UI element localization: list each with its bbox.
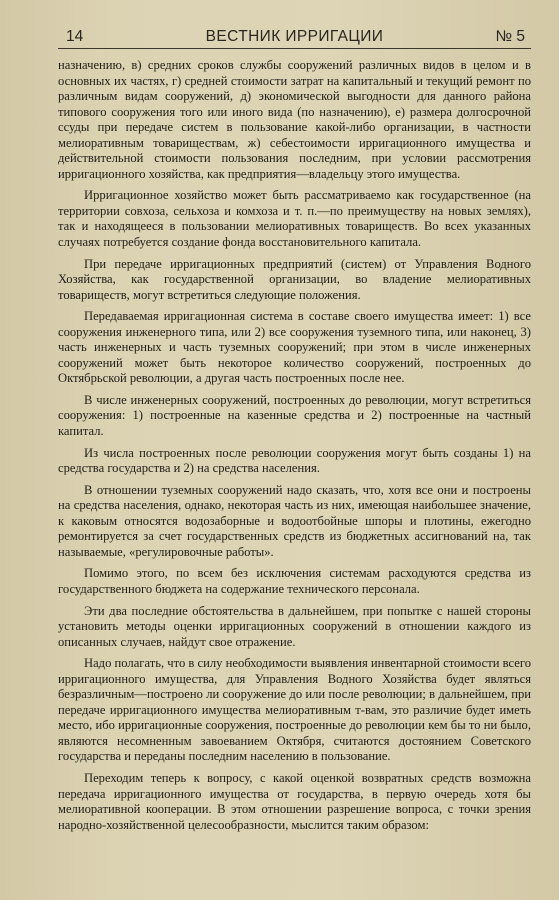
running-header bbox=[58, 26, 531, 50]
paragraph: При передаче ирригационных предприятий (систем) от Управления Водного Хозяйства, как государственной организации, во владение мелиоративных товариществ, могут встретиться следующие положения. bbox=[58, 256, 531, 302]
paragraph: В числе инженерных сооружений, построенных до революции, могут встретиться сооружения: 1) построенные на казенные средства и 2) построенные на частный капитал. bbox=[58, 392, 531, 439]
page-number: 14 bbox=[66, 28, 84, 45]
paragraph: Надо полагать, что в силу необходимости выявления инвентарной стоимости всего ирригационного имущества, для Управления Водного Хозяйства будет являться безразличным—построено ли сооружение до или после революции; в дальнейшем, при передаче ирригационного имущества мелиоративным т-вам, это различие будет иметь место, ибо ирригационные сооружения, построенные до революции кем бы то ни было, являются несомненным завоеванием Октября, считаются достоянием Советского государства и переданы последним населению в пользование. bbox=[58, 656, 531, 764]
paragraph: Передаваемая ирригационная система в составе своего имущества имеет: 1) все сооружения инженерного типа, или 2) все сооружения туземного типа, или наконец, 3) часть инженерных и часть туземных сооружений; при этом в числе инженерных сооружений может быть некоторое количество сооружений, построенных до Октябрьской революции, а другая часть построенных после нее. bbox=[58, 309, 531, 386]
paragraph: Переходим теперь к вопросу, с какой оценкой возвратных средств возможна передача ирригационного имущества от государства, в первую очередь хотя бы мелиоративной кооперации. В этом отношении разрешение вопроса, с точки зрения народно-хозяйственной целесообразности, мыслится таким образом: bbox=[58, 770, 531, 832]
article-body bbox=[58, 58, 531, 839]
paragraph: Ирригационное хозяйство может быть рассматриваемо как государственное (на территории совхоза, сельхоза и комхоза и т. п.—по преимуществу на новых землях), так и находящееся в пользовании мелиоративных товариществ. Во всех указанных случаях потребуется создание фонда восстановительного капитала. bbox=[58, 188, 531, 250]
paragraph: Помимо этого, по всем без исключения системам расходуются средства из государственного бюджета на содержание технического персонала. bbox=[58, 566, 531, 596]
paragraph: Эти два последние обстоятельства в дальнейшем, при попытке с нашей стороны установить методы оценки ирригационных сооружений в отношении каждого из описанных случаев, найдут свое отражение. bbox=[58, 603, 531, 649]
paragraph: назначению, в) средних сроков службы сооружений различных видов в целом и в основных их частях, г) средней стоимости затрат на капитальный и текущий ремонт по различным видам сооружений, д) экономической выгодности для данного района типового сооружения того или иного вида (по назначению), е) размера долгосрочной ссуды при передаче систем в пользование какой-либо организации, в частности мелиоративным товариществам, ж) себестоимости ирригационного имущества и действительной стоимости пользования последним, при условии рассмотрения ирригационного хозяйства, как предприятия—владельцу этого имущества. bbox=[58, 58, 531, 181]
header-rule bbox=[58, 48, 531, 49]
issue-number: № 5 bbox=[495, 28, 525, 45]
paragraph: В отношении туземных сооружений надо сказать, что, хотя все они и построены на средства населения, однако, некоторая часть из них, имеющая наибольшее значение, к каковым относятся водозаборные и водоотбойные шпоры и плотины, ежегодно ремонтируется за счет государственных средств из бюджетных ассигнований на, так называемые, «регулировочные работы». bbox=[58, 482, 531, 559]
paragraph: Из числа построенных после революции сооружения могут быть созданы 1) на средства государства и 2) на средства населения. bbox=[58, 445, 531, 476]
journal-title: ВЕСТНИК ИРРИГАЦИИ bbox=[205, 28, 384, 45]
